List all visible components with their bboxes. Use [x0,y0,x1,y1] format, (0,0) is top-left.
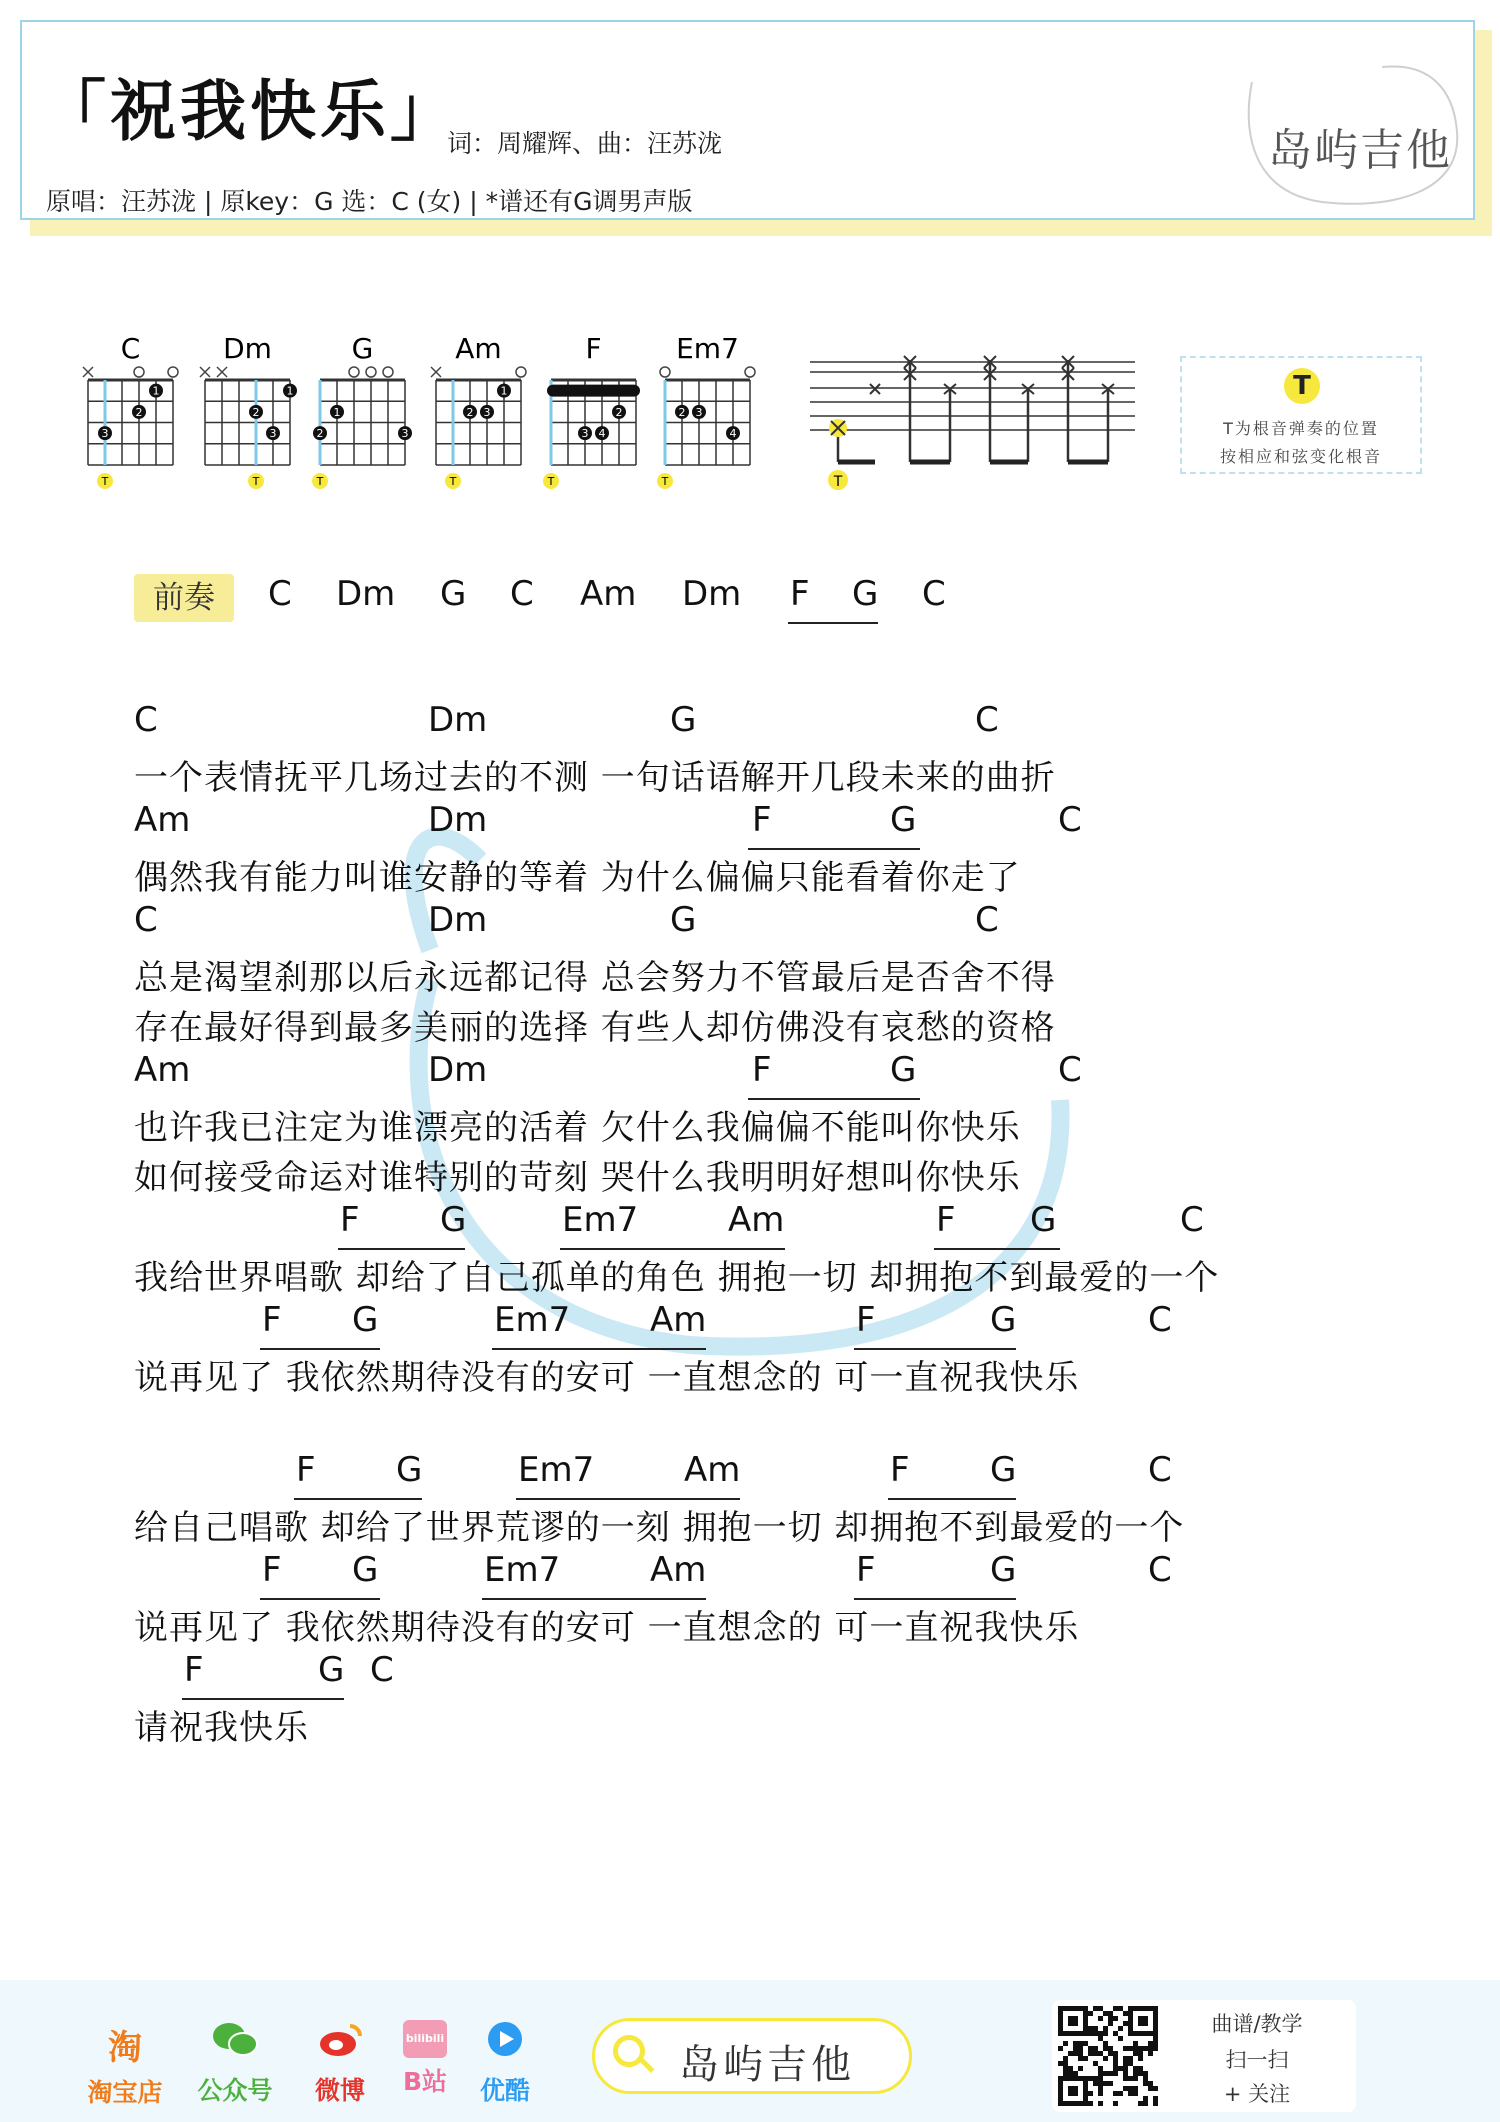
chord-label: F [262,1550,282,1590]
wechat-label: 公众号 [197,2076,273,2105]
svg-text:2: 2 [466,405,474,419]
chord-label: Em7 [494,1300,571,1340]
prelude-chord: G [852,574,879,614]
svg-text:3: 3 [401,427,409,441]
taobao-icon: 淘 [108,2028,142,2068]
chord-label: G [670,700,697,740]
chord-label: G [352,1300,379,1340]
chord-label: Em7 [518,1450,595,1490]
chord-name-c: C [120,332,141,365]
chord-label: F [936,1200,956,1240]
svg-text:1: 1 [500,384,508,398]
logo-text: 岛屿吉他 [1268,125,1452,176]
chord-label: C [1058,1050,1082,1090]
lyric-line: 偶然我有能力叫谁安静的等着 为什么偏偏只能看着你走了 [134,858,1021,898]
chord-label: G [990,1450,1017,1490]
prelude-chord: G [440,574,467,614]
svg-text:2: 2 [615,405,623,419]
weibo-icon [300,2020,380,2067]
chord-label: C [134,900,158,940]
bilibili-link[interactable] [390,2020,460,2098]
chord-label: C [1148,1550,1172,1590]
chord-label: Am [650,1300,707,1340]
chord-name-em7: Em7 [676,332,739,365]
search-box[interactable] [592,2018,912,2094]
taobao-link[interactable] [70,2020,180,2109]
lyric-line: 一个表情抚平几场过去的不测 一句话语解开几段未来的曲折 [134,758,1056,798]
weibo-link[interactable] [300,2020,380,2107]
chord-label: C [975,900,999,940]
tip-line-2: 按相应和弦变化根音 [1219,447,1382,466]
bilibili-label: B站 [402,2067,448,2096]
chord-name-g: G [351,332,374,365]
bilibili-icon: bilibili [390,2020,460,2058]
chord-label: F [262,1300,282,1340]
lyric-line: 如何接受命运对谁特别的苛刻 哭什么我明明好想叫你快乐 [134,1158,1021,1198]
prelude-chord: Dm [336,574,396,614]
chord-label: F [296,1450,316,1490]
chord-label: F [890,1450,910,1490]
chord-name-am: Am [455,332,502,365]
chord-label: G [990,1550,1017,1590]
chord-label: C [1058,800,1082,840]
lyric-line: 存在最好得到最多美丽的选择 有些人却仿佛没有哀愁的资格 [134,1008,1056,1048]
credits: 词：周耀辉、曲：汪苏泷 [447,129,723,158]
lyric-line: 也许我已注定为谁漂亮的活着 欠什么我偏偏不能叫你快乐 [134,1108,1021,1148]
wechat-icon [185,2020,285,2067]
lyric-line: 说再见了 我依然期待没有的安可 一直想念的 可一直祝我快乐 [134,1608,1080,1648]
svg-text:1: 1 [333,405,341,419]
taobao-label: 淘宝店 [87,2078,163,2107]
prelude-label: 前奏 [134,574,234,622]
qr-line-1: 曲谱/教学 [1211,2012,1303,2036]
chord-label: G [440,1200,467,1240]
chord-label: C [370,1650,394,1690]
chord-label: Em7 [562,1200,639,1240]
chord-label: Am [134,800,191,840]
chord-label: Am [134,1050,191,1090]
chord-label: G [318,1650,345,1690]
qr-panel[interactable] [1052,2000,1356,2112]
svg-text:1: 1 [286,384,294,398]
svg-text:3: 3 [269,427,277,441]
chord-label: G [670,900,697,940]
svg-text:4: 4 [598,427,606,441]
svg-text:T: T [661,475,669,488]
svg-text:T: T [316,475,324,488]
svg-text:T: T [833,474,843,490]
footer [0,1980,1500,2122]
svg-text:3: 3 [101,427,109,441]
prelude-underline [788,622,878,624]
chord-label: F [856,1550,876,1590]
prelude-chord: Am [580,574,637,614]
chord-label: Am [728,1200,785,1240]
svg-text:3: 3 [483,405,491,419]
chord-label: G [890,800,917,840]
chord-label: F [856,1300,876,1340]
svg-text:2: 2 [135,405,143,419]
svg-text:4: 4 [729,427,737,441]
chord-label: F [752,1050,772,1090]
chord-label: C [134,700,158,740]
chord-label: Dm [428,800,488,840]
chord-label: G [396,1450,423,1490]
chord-label: F [184,1650,204,1690]
chord-label: Dm [428,900,488,940]
svg-text:2: 2 [678,405,686,419]
svg-text:2: 2 [316,427,324,441]
chord-label: C [1180,1200,1204,1240]
svg-text:3: 3 [695,405,703,419]
prelude-chord: F [790,574,810,614]
svg-text:T: T [252,475,260,488]
qr-line-2: 扫一扫 [1225,2048,1289,2072]
lyric-line: 给自己唱歌 却给了世界荒谬的一刻 拥抱一切 却拥抱不到最爱的一个 [134,1508,1185,1548]
prelude-chord: C [510,574,534,614]
wechat-link[interactable] [185,2020,285,2107]
chord-label: G [352,1550,379,1590]
youku-icon [470,2020,540,2067]
chord-label: C [1148,1300,1172,1340]
chord-name-dm: Dm [223,332,272,365]
qr-line-3: + 关注 [1223,2082,1291,2106]
svg-text:2: 2 [252,405,260,419]
prelude-chord: C [268,574,292,614]
svg-text:1: 1 [152,384,160,398]
youku-label: 优酷 [479,2076,530,2105]
youku-link[interactable] [470,2020,540,2107]
lyric-line: 说再见了 我依然期待没有的安可 一直想念的 可一直祝我快乐 [134,1358,1080,1398]
search-icon-handle [640,2058,655,2073]
search-text: 岛屿吉他 [679,2042,855,2088]
tip-line-1: T为根音弹奏的位置 [1223,419,1379,438]
qr-code [1058,2006,1158,2106]
svg-text:T: T [449,475,457,488]
chord-label: Dm [428,700,488,740]
svg-text:3: 3 [581,427,589,441]
lyric-line: 我给世界唱歌 却给了自己孤单的角色 拥抱一切 却拥抱不到最爱的一个 [134,1258,1220,1298]
prelude-chord: Dm [682,574,742,614]
weibo-label: 微博 [314,2076,365,2105]
lyric-line: 请祝我快乐 [134,1708,309,1748]
chord-label: Am [650,1550,707,1590]
root-badge: T [1284,368,1320,404]
chord-label: F [752,800,772,840]
chord-name-f: F [585,332,602,365]
song-info: 原唱：汪苏泷 | 原key：G 选：C (女) | *谱还有G调男声版 [46,187,693,216]
chord-label: G [1030,1200,1057,1240]
chord-label: Dm [428,1050,488,1090]
chord-label: C [1148,1450,1172,1490]
chord-label: G [890,1050,917,1090]
lyric-line: 总是渴望刹那以后永远都记得 总会努力不管最后是否舍不得 [134,958,1056,998]
chord-label: Am [684,1450,741,1490]
chord-label: Em7 [484,1550,561,1590]
svg-text:T: T [547,475,555,488]
svg-text:T: T [101,475,109,488]
song-title: 「祝我快乐」 [40,73,460,150]
chord-label: C [975,700,999,740]
chord-label: F [340,1200,360,1240]
chord-label: G [990,1300,1017,1340]
prelude-chord: C [922,574,946,614]
